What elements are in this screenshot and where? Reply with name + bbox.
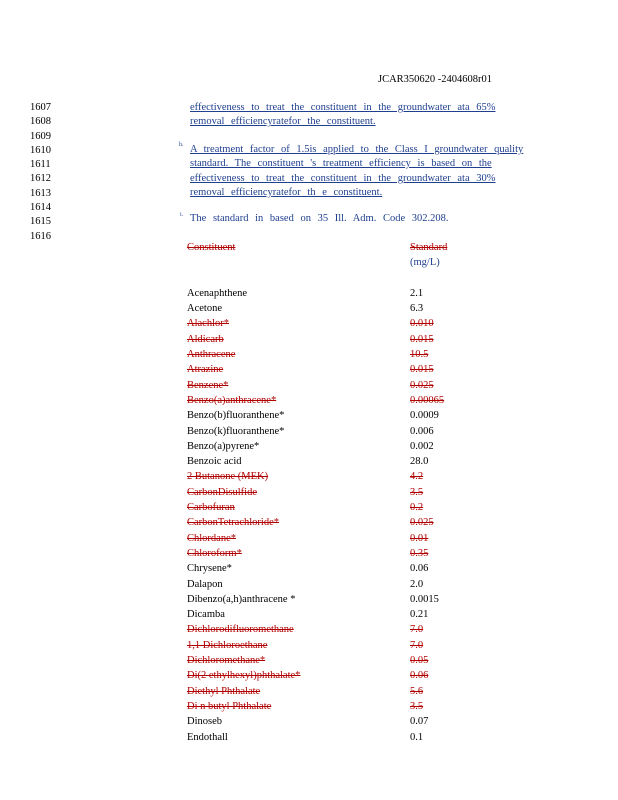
line-numbers <box>30 101 51 244</box>
constituent-name: Chloroform* <box>187 547 242 559</box>
table-row <box>187 362 447 377</box>
paragraph-h <box>190 143 530 200</box>
column-header-standard: Standard <box>410 242 448 253</box>
constituent-name: Dichloromethane* <box>187 655 266 667</box>
table-row <box>187 424 447 439</box>
paragraph-line: removal efficiencyratefor the constituent. <box>190 116 376 128</box>
table-header-row <box>187 240 447 255</box>
document-id: JCAR350620 -2404608r01 <box>378 74 493 85</box>
line-number: 1610 <box>30 144 51 156</box>
table-row <box>187 408 447 423</box>
constituent-name: Endothall <box>187 731 228 743</box>
standard-value: 7.0 <box>410 624 424 636</box>
constituent-name: Benzo(b)fluoranthene* <box>187 410 285 422</box>
standard-value: 0.2 <box>410 502 424 514</box>
standard-value: 0.06 <box>410 563 429 575</box>
column-header-units: (mg/L) <box>410 257 440 269</box>
table-row <box>187 500 447 515</box>
constituent-name: Aldicarb <box>187 333 224 345</box>
standard-value: 0.015 <box>410 364 434 376</box>
table-row <box>187 469 447 484</box>
standards-table <box>187 240 447 745</box>
table-row <box>187 531 447 546</box>
constituent-name: CarbonDisulfide <box>187 486 257 498</box>
standard-value: 0.0009 <box>410 410 439 422</box>
line-number: 1613 <box>30 187 51 199</box>
constituent-name: 1,1 Dichloroethane <box>187 639 268 651</box>
standard-value: 0.00065 <box>410 394 445 406</box>
table-row <box>187 378 447 393</box>
standard-value: 0.35 <box>410 547 429 559</box>
standard-value: 10.5 <box>410 349 429 361</box>
table-row <box>187 316 447 331</box>
standard-value: 3.5 <box>410 700 424 712</box>
table-row <box>187 714 447 729</box>
paragraph-line: standard. The constituent 's treatment efficiency is based on the <box>190 158 492 170</box>
table-header-row <box>187 255 447 270</box>
table-row <box>187 653 447 668</box>
footnote-marker-h: h. <box>179 142 184 148</box>
table-row <box>187 515 447 530</box>
constituent-name: Benzoic acid <box>187 456 242 468</box>
standard-value: 7.0 <box>410 639 424 651</box>
standard-value: 0.05 <box>410 655 429 667</box>
paragraph-i <box>190 212 530 226</box>
table-row <box>187 301 447 316</box>
table-row <box>187 454 447 469</box>
constituent-name: Diethyl Phthalate <box>187 685 261 697</box>
table-row <box>187 332 447 347</box>
table-row <box>187 592 447 607</box>
paragraph-line: A treatment factor of 1.5is applied to the Class I groundwater quality <box>190 144 524 155</box>
column-header-constituent: Constituent <box>187 242 236 253</box>
table-row <box>187 730 447 745</box>
constituent-name: Atrazine <box>187 364 224 376</box>
line-number: 1616 <box>30 230 51 242</box>
line-number: 1612 <box>30 173 51 185</box>
constituent-name: Alachlor* <box>187 318 229 330</box>
standard-value: 0.025 <box>410 517 434 529</box>
constituent-name: Acetone <box>187 303 222 315</box>
table-row <box>187 699 447 714</box>
standard-value: 28.0 <box>410 456 429 468</box>
paragraph-line: effectiveness to treat the constituent in the groundwater ata 65% <box>190 102 496 113</box>
line-number: 1609 <box>30 130 51 142</box>
table-row <box>187 607 447 622</box>
standard-value: 5.6 <box>410 685 424 697</box>
line-number: 1608 <box>30 116 51 128</box>
standard-value: 2.1 <box>410 287 424 299</box>
constituent-name: Di n butyl Phthalate <box>187 700 272 712</box>
constituent-name: CarbonTetrachloride* <box>187 517 279 529</box>
standard-value: 0.01 <box>410 532 429 544</box>
constituent-name: Dibenzo(a,h)anthracene * <box>187 593 296 605</box>
constituent-name: 2 Butanone (MEK) <box>187 471 269 483</box>
table-row <box>187 286 447 301</box>
table-row <box>187 393 447 408</box>
standard-value: 0.006 <box>410 425 434 437</box>
standard-value: 0.002 <box>410 440 434 452</box>
table-row <box>187 347 447 362</box>
table-row <box>187 577 447 592</box>
standard-value: 0.21 <box>410 609 429 621</box>
standard-value: 4.2 <box>410 471 424 483</box>
standard-value: 0.07 <box>410 716 429 728</box>
standard-value: 0.0015 <box>410 593 439 605</box>
constituent-name: Carbofuran <box>187 502 235 514</box>
constituent-name: Dinoseb <box>187 716 222 728</box>
constituent-name: Benzo(k)fluoranthene* <box>187 425 285 437</box>
constituent-name: Acenaphthene <box>187 287 248 299</box>
paragraph-line: effectiveness to treat the constituent in the groundwater ata 30% <box>190 172 496 184</box>
standard-value: 0.06 <box>410 670 429 682</box>
page-header <box>378 74 492 85</box>
paragraph-line: removal efficiencyratefor th e constituent. <box>190 186 383 198</box>
constituent-name: Benzo(a)pyrene* <box>187 440 260 452</box>
standard-value: 0.015 <box>410 333 434 345</box>
table-row <box>187 439 447 454</box>
constituent-name: Benzene* <box>187 379 229 391</box>
table-body <box>187 286 447 745</box>
constituent-name: Benzo(a)anthracene* <box>187 394 277 406</box>
table-row <box>187 638 447 653</box>
constituent-name: Dichlorodifluoromethane <box>187 624 294 636</box>
constituent-name: Chrysene* <box>187 563 232 575</box>
paragraph-g <box>190 101 530 130</box>
paragraph-line: The standard in based on 35 Ill. Adm. Code 302.208. <box>190 213 449 224</box>
table-row <box>187 546 447 561</box>
line-number: 1611 <box>30 159 51 171</box>
line-number: 1607 <box>30 102 51 113</box>
standard-value: 0.1 <box>410 731 424 743</box>
constituent-name: Chlordane* <box>187 532 236 544</box>
line-number: 1614 <box>30 202 51 214</box>
table-row <box>187 561 447 576</box>
table-row <box>187 668 447 683</box>
standard-value: 6.3 <box>410 303 424 315</box>
constituent-name: Dicamba <box>187 609 225 621</box>
table-row <box>187 684 447 699</box>
table-row <box>187 622 447 637</box>
constituent-name: Anthracene <box>187 349 236 361</box>
footnote-marker-i: i. <box>180 212 184 218</box>
standard-value: 2.0 <box>410 578 424 590</box>
standard-value: 0.010 <box>410 318 434 330</box>
constituent-name: Dalapon <box>187 578 223 590</box>
table-row <box>187 485 447 500</box>
line-number: 1615 <box>30 216 51 228</box>
standard-value: 3.5 <box>410 486 424 498</box>
standard-value: 0.025 <box>410 379 434 391</box>
constituent-name: Di(2 ethylhexyl)phthalate* <box>187 670 301 682</box>
